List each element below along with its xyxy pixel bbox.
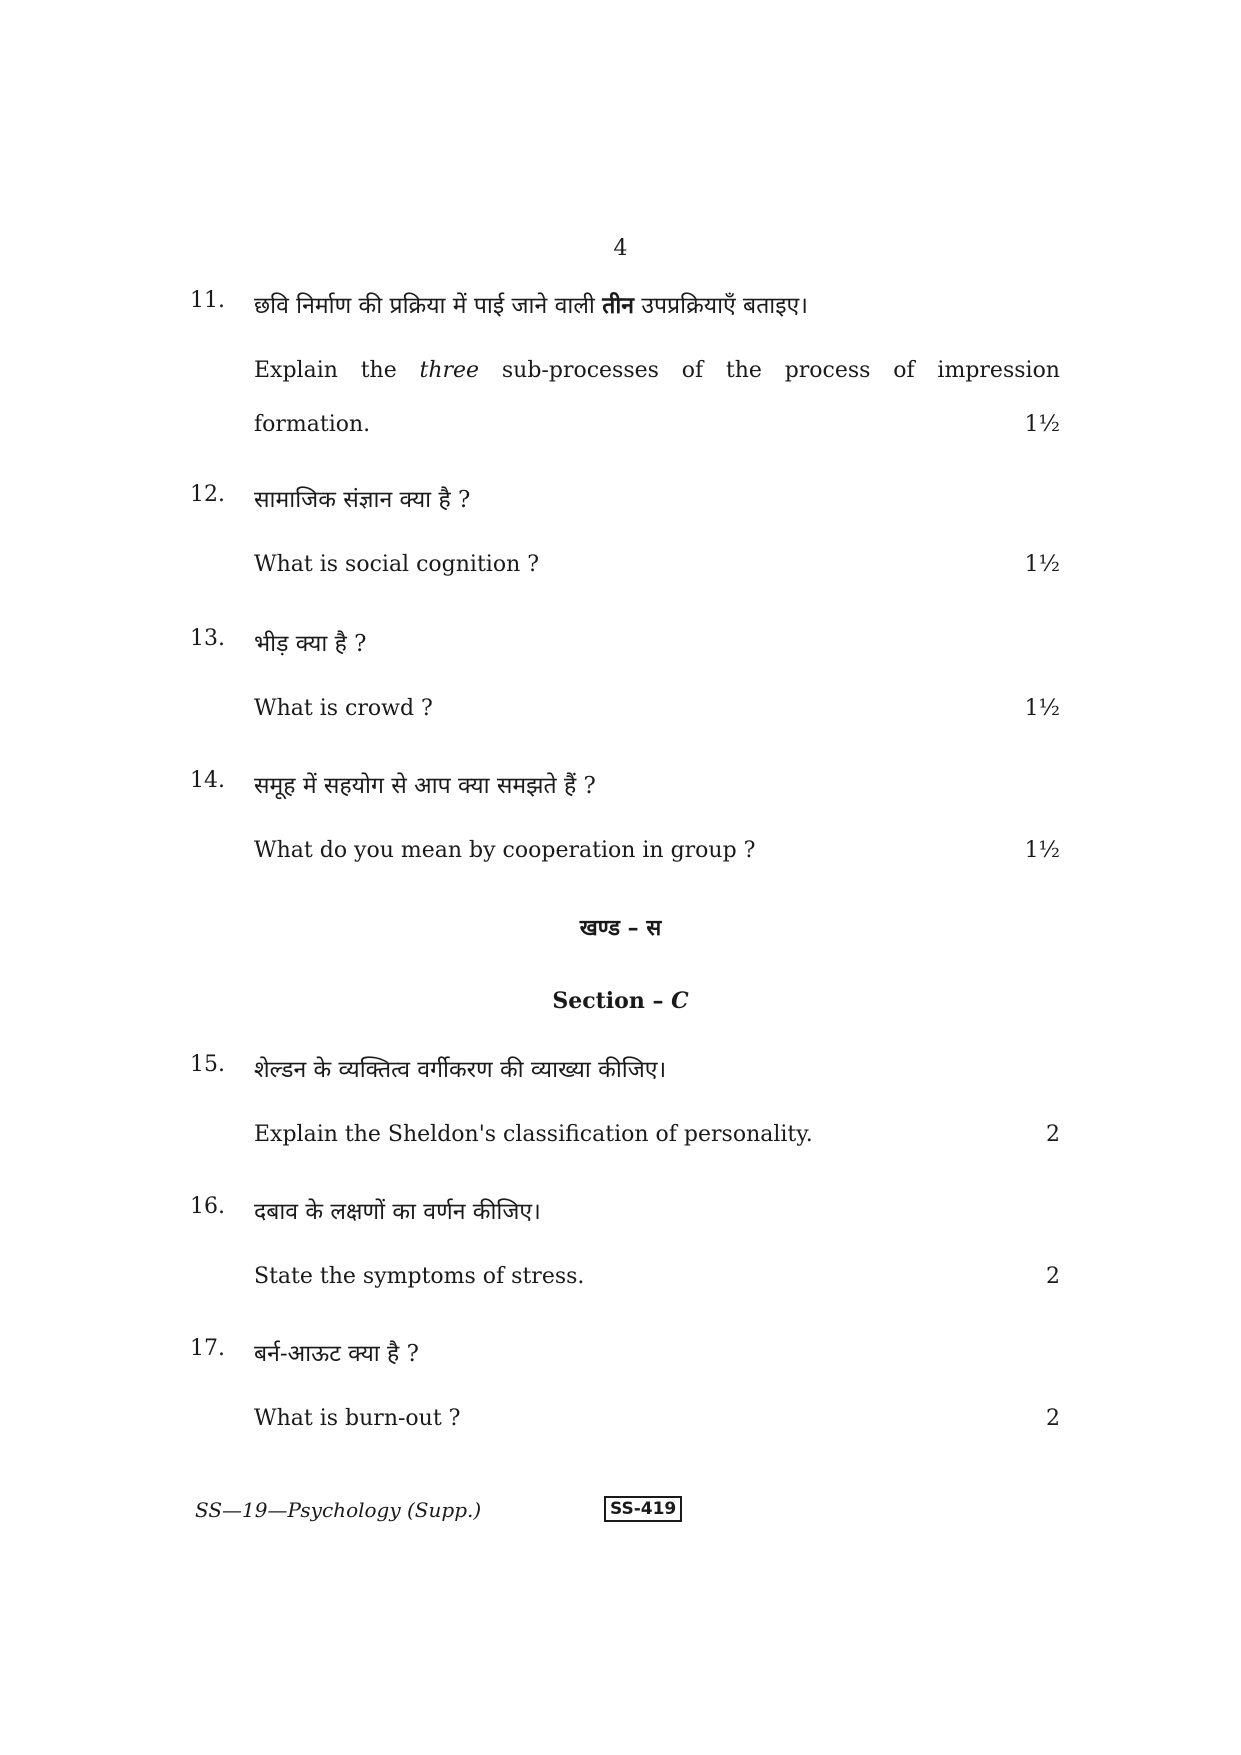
question-hindi: सामाजिक संज्ञान क्या है ? [254,487,471,513]
page-number: 4 [613,236,628,261]
question-number: 11. [190,288,225,313]
section-heading-english [0,988,1241,1014]
question-marks: 1½ [1024,412,1060,437]
question-number: 12. [190,482,225,507]
question-marks: 1½ [1024,696,1060,721]
question-english: State the symptoms of stress. [254,1264,585,1289]
question-hindi-text: छवि निर्माण की प्रक्रिया में पाई जाने वाली [254,293,603,319]
question-number: 15. [190,1052,225,1077]
section-heading-hindi: खण्ड – स [579,915,662,941]
question-english-italic: three [419,358,480,383]
question-hindi: समूह में सहयोग से आप क्या समझते हैं ? [254,773,596,799]
question-number: 14. [190,768,225,793]
section-heading-prefix: Section – [552,988,672,1014]
question-marks: 2 [1046,1264,1060,1289]
question-marks: 2 [1046,1122,1060,1147]
question-english-line1 [254,344,1060,398]
question-english: What is crowd ? [254,696,433,721]
question-english: Explain the Sheldon's classification of personality. [254,1122,813,1147]
question-english-text: Explain the [254,358,420,383]
footer-paper-code: SS-419 [604,1496,682,1522]
question-english-text-end: sub-processes of the process of impression [479,358,1060,383]
question-hindi: भीड़ क्या है ? [254,631,367,657]
question-hindi: दबाव के लक्षणों का वर्णन कीजिए। [254,1199,541,1225]
section-heading-letter: C [671,988,689,1014]
question-number: 16. [190,1194,225,1219]
question-hindi [254,288,808,320]
question-marks: 1½ [1024,838,1060,863]
question-hindi: शेल्डन के व्यक्तित्व वर्गीकरण की व्याख्या कीजिए। [254,1057,667,1083]
question-number: 17. [190,1336,225,1361]
question-english [254,344,1060,452]
question-hindi-bold: तीन [602,292,635,319]
question-english: What is social cognition ? [254,552,540,577]
footer-paper-title: SS—19—Psychology (Supp.) [195,1498,482,1522]
question-english: What do you mean by cooperation in group ? [254,838,756,863]
question-number: 13. [190,626,225,651]
question-english: What is burn-out ? [254,1406,461,1431]
question-english-line2: formation. [254,412,371,437]
question-hindi-text-end: उपप्रक्रियाएँ बताइए। [634,293,808,319]
question-hindi: बर्न-आऊट क्या है ? [254,1341,419,1367]
question-marks: 2 [1046,1406,1060,1431]
question-marks: 1½ [1024,552,1060,577]
